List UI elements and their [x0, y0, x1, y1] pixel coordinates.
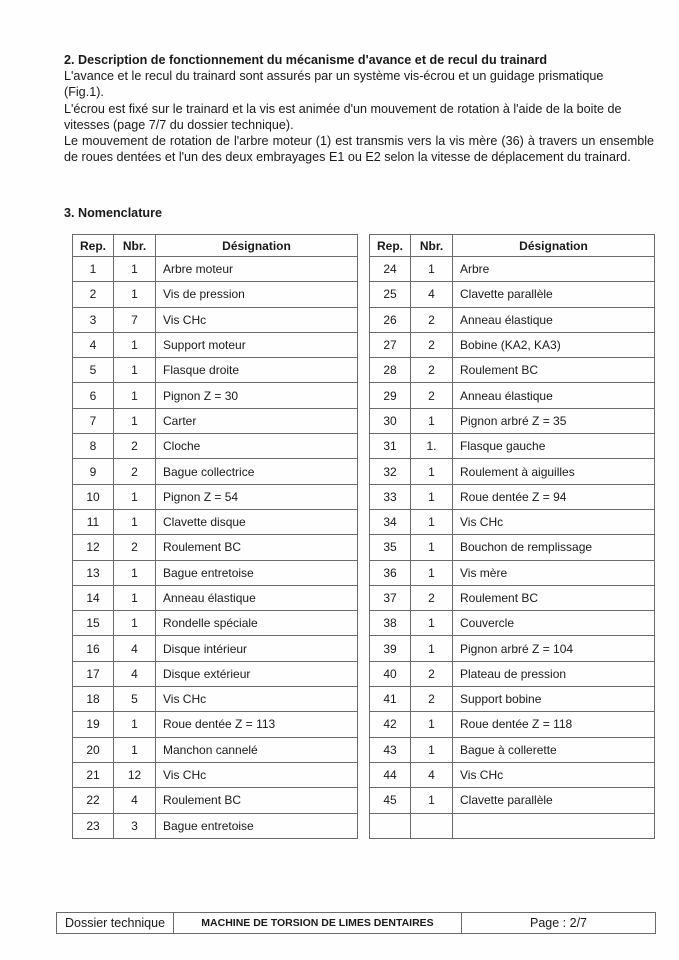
- table-row: [370, 307, 655, 332]
- cell-nbr: 1: [114, 712, 156, 737]
- table-row: [370, 585, 655, 610]
- table-row: [370, 459, 655, 484]
- table-row: [370, 560, 655, 585]
- cell-nbr: 1.: [411, 434, 453, 459]
- table-row: [73, 661, 358, 686]
- table-row: [370, 661, 655, 686]
- cell-nbr: 2: [411, 687, 453, 712]
- table-row: [370, 788, 655, 813]
- section-description: [64, 52, 654, 165]
- cell-designation: Couvercle: [453, 611, 655, 636]
- cell-designation: Roue dentée Z = 113: [156, 712, 358, 737]
- cell-nbr: 1: [114, 358, 156, 383]
- footer-machine-title: MACHINE DE TORSION DE LIMES DENTAIRES: [174, 913, 462, 933]
- paragraph-1-line-2: (Fig.1).: [64, 85, 104, 100]
- cell-rep: 1: [73, 257, 114, 282]
- cell-nbr: 7: [114, 307, 156, 332]
- table-header-row: [73, 235, 358, 257]
- cell-nbr: 1: [411, 611, 453, 636]
- cell-nbr: 2: [411, 307, 453, 332]
- cell-nbr: 1: [114, 408, 156, 433]
- cell-designation: Disque intérieur: [156, 636, 358, 661]
- table-row: [73, 282, 358, 307]
- cell-rep: 39: [370, 636, 411, 661]
- cell-designation: Bobine (KA2, KA3): [453, 332, 655, 357]
- cell-nbr: 4: [114, 788, 156, 813]
- cell-rep: 35: [370, 535, 411, 560]
- cell-nbr: 4: [411, 282, 453, 307]
- table-row: [370, 257, 655, 282]
- cell-rep: [370, 813, 411, 838]
- cell-designation: Bague entretoise: [156, 813, 358, 838]
- cell-nbr: 1: [411, 535, 453, 560]
- cell-rep: 8: [73, 434, 114, 459]
- section-3-title: 3. Nomenclature: [64, 206, 162, 220]
- cell-nbr: 4: [411, 762, 453, 787]
- cell-rep: 29: [370, 383, 411, 408]
- table-row: [73, 459, 358, 484]
- cell-nbr: 2: [411, 383, 453, 408]
- cell-designation: Vis CHc: [156, 687, 358, 712]
- cell-rep: 6: [73, 383, 114, 408]
- cell-nbr: 1: [114, 560, 156, 585]
- table-row: [370, 484, 655, 509]
- cell-rep: 38: [370, 611, 411, 636]
- cell-rep: 17: [73, 661, 114, 686]
- cell-designation: Cloche: [156, 434, 358, 459]
- cell-designation: Pignon Z = 54: [156, 484, 358, 509]
- table-row: [73, 762, 358, 787]
- table-row: [370, 509, 655, 534]
- cell-rep: 30: [370, 408, 411, 433]
- cell-designation: Pignon arbré Z = 35: [453, 408, 655, 433]
- header-designation: Désignation: [453, 235, 655, 257]
- page-footer: [56, 912, 656, 934]
- cell-rep: 42: [370, 712, 411, 737]
- cell-nbr: 1: [411, 257, 453, 282]
- cell-rep: 41: [370, 687, 411, 712]
- cell-rep: 9: [73, 459, 114, 484]
- cell-designation: Pignon Z = 30: [156, 383, 358, 408]
- cell-designation: Flasque gauche: [453, 434, 655, 459]
- cell-rep: 20: [73, 737, 114, 762]
- cell-nbr: 1: [411, 560, 453, 585]
- cell-nbr: 4: [114, 636, 156, 661]
- cell-rep: 34: [370, 509, 411, 534]
- cell-rep: 21: [73, 762, 114, 787]
- cell-nbr: 4: [114, 661, 156, 686]
- section-2-title: 2. Description de fonctionnement du mécanisme d'avance et de recul du trainard: [64, 53, 548, 67]
- table-row: [73, 535, 358, 560]
- nomenclature-table-right: [369, 234, 655, 839]
- table-row: [370, 636, 655, 661]
- cell-rep: 31: [370, 434, 411, 459]
- cell-designation: Roue dentée Z = 94: [453, 484, 655, 509]
- cell-designation: Anneau élastique: [453, 383, 655, 408]
- table-row: [370, 762, 655, 787]
- table-row: [73, 712, 358, 737]
- table-row: [73, 737, 358, 762]
- table-row: [370, 408, 655, 433]
- cell-rep: 10: [73, 484, 114, 509]
- cell-designation: Bague collectrice: [156, 459, 358, 484]
- table-row: [73, 560, 358, 585]
- cell-designation: Anneau élastique: [453, 307, 655, 332]
- table-row: [73, 788, 358, 813]
- table-header-row: [370, 235, 655, 257]
- cell-nbr: 1: [411, 712, 453, 737]
- cell-nbr: 1: [114, 585, 156, 610]
- cell-rep: 37: [370, 585, 411, 610]
- cell-nbr: 1: [114, 257, 156, 282]
- cell-rep: 40: [370, 661, 411, 686]
- cell-rep: 28: [370, 358, 411, 383]
- cell-designation: Bague entretoise: [156, 560, 358, 585]
- cell-rep: 44: [370, 762, 411, 787]
- table-row: [73, 257, 358, 282]
- cell-nbr: 1: [114, 611, 156, 636]
- cell-designation: Manchon cannelé: [156, 737, 358, 762]
- table-row: [370, 332, 655, 357]
- cell-designation: Clavette disque: [156, 509, 358, 534]
- cell-designation: Vis mère: [453, 560, 655, 585]
- table-row: [73, 509, 358, 534]
- cell-rep: 7: [73, 408, 114, 433]
- cell-nbr: 1: [411, 788, 453, 813]
- cell-rep: 45: [370, 788, 411, 813]
- cell-nbr: 1: [411, 484, 453, 509]
- cell-nbr: 12: [114, 762, 156, 787]
- cell-nbr: 2: [411, 332, 453, 357]
- table-row: [73, 585, 358, 610]
- cell-designation: [453, 813, 655, 838]
- footer-dossier: Dossier technique: [57, 913, 174, 933]
- cell-rep: 3: [73, 307, 114, 332]
- cell-nbr: 2: [411, 661, 453, 686]
- cell-rep: 18: [73, 687, 114, 712]
- cell-designation: Roulement BC: [156, 788, 358, 813]
- cell-designation: Support bobine: [453, 687, 655, 712]
- cell-designation: Vis CHc: [156, 307, 358, 332]
- cell-nbr: 1: [114, 484, 156, 509]
- paragraph-3: Le mouvement de rotation de l'arbre moteur (1) est transmis vers la vis mère (36) à travers un ensemble de roues dentées et l'un des deux embrayages E1 ou E2 selon la vitesse de déplacement du trainard.: [64, 134, 654, 165]
- cell-nbr: 5: [114, 687, 156, 712]
- cell-designation: Pignon arbré Z = 104: [453, 636, 655, 661]
- table-row: [73, 383, 358, 408]
- cell-designation: Roulement BC: [453, 585, 655, 610]
- cell-nbr: 1: [411, 737, 453, 762]
- cell-nbr: 1: [114, 509, 156, 534]
- cell-nbr: 2: [114, 535, 156, 560]
- table-row: [370, 434, 655, 459]
- cell-nbr: 2: [114, 459, 156, 484]
- table-row: [73, 358, 358, 383]
- header-designation: Désignation: [156, 235, 358, 257]
- cell-designation: Bouchon de remplissage: [453, 535, 655, 560]
- cell-rep: 32: [370, 459, 411, 484]
- table-row: [370, 687, 655, 712]
- paragraph-1-line-1: L'avance et le recul du trainard sont assurés par un système vis-écrou et un guidage prismatique: [64, 69, 604, 84]
- table-row: [370, 282, 655, 307]
- cell-rep: 11: [73, 509, 114, 534]
- cell-designation: Arbre moteur: [156, 257, 358, 282]
- cell-rep: 43: [370, 737, 411, 762]
- cell-nbr: 1: [411, 408, 453, 433]
- cell-designation: Roulement BC: [453, 358, 655, 383]
- cell-designation: Roue dentée Z = 118: [453, 712, 655, 737]
- cell-designation: Support moteur: [156, 332, 358, 357]
- cell-rep: 36: [370, 560, 411, 585]
- cell-designation: Disque extérieur: [156, 661, 358, 686]
- cell-designation: Bague à collerette: [453, 737, 655, 762]
- header-rep: Rep.: [370, 235, 411, 257]
- cell-rep: 12: [73, 535, 114, 560]
- cell-rep: 4: [73, 332, 114, 357]
- header-nbr: Nbr.: [411, 235, 453, 257]
- table-row: [73, 434, 358, 459]
- table-row: [73, 687, 358, 712]
- cell-designation: Vis CHc: [156, 762, 358, 787]
- table-row: [73, 611, 358, 636]
- cell-rep: 24: [370, 257, 411, 282]
- footer-page-number: Page : 2/7: [530, 916, 587, 930]
- cell-rep: 5: [73, 358, 114, 383]
- cell-rep: 15: [73, 611, 114, 636]
- cell-rep: 14: [73, 585, 114, 610]
- table-row: [370, 712, 655, 737]
- cell-designation: Roulement à aiguilles: [453, 459, 655, 484]
- table-row: [73, 408, 358, 433]
- nomenclature-table-left: [72, 234, 358, 839]
- table-row: [370, 737, 655, 762]
- cell-nbr: 1: [411, 509, 453, 534]
- cell-designation: Plateau de pression: [453, 661, 655, 686]
- cell-nbr: [411, 813, 453, 838]
- header-rep: Rep.: [73, 235, 114, 257]
- cell-designation: Vis CHc: [453, 509, 655, 534]
- table-row: [370, 383, 655, 408]
- cell-rep: 2: [73, 282, 114, 307]
- cell-designation: Arbre: [453, 257, 655, 282]
- cell-designation: Carter: [156, 408, 358, 433]
- table-row: [73, 636, 358, 661]
- cell-nbr: 1: [114, 332, 156, 357]
- cell-nbr: 2: [114, 434, 156, 459]
- cell-nbr: 1: [114, 282, 156, 307]
- table-row: [370, 813, 655, 838]
- table-row: [73, 332, 358, 357]
- cell-rep: 22: [73, 788, 114, 813]
- cell-nbr: 3: [114, 813, 156, 838]
- cell-designation: Vis CHc: [453, 762, 655, 787]
- paragraph-2: L'écrou est fixé sur le trainard et la vis est animée d'un mouvement de rotation à l'aide de la boite de vitesses (page 7/7 du dossier technique).: [64, 101, 622, 132]
- cell-nbr: 1: [411, 459, 453, 484]
- cell-nbr: 2: [411, 585, 453, 610]
- cell-rep: 26: [370, 307, 411, 332]
- cell-designation: Flasque droite: [156, 358, 358, 383]
- table-row: [73, 307, 358, 332]
- cell-nbr: 2: [411, 358, 453, 383]
- cell-designation: Anneau élastique: [156, 585, 358, 610]
- cell-rep: 23: [73, 813, 114, 838]
- cell-designation: Rondelle spéciale: [156, 611, 358, 636]
- cell-rep: 25: [370, 282, 411, 307]
- cell-designation: Clavette parallèle: [453, 282, 655, 307]
- cell-rep: 19: [73, 712, 114, 737]
- cell-rep: 27: [370, 332, 411, 357]
- table-row: [370, 535, 655, 560]
- cell-nbr: 1: [114, 737, 156, 762]
- cell-rep: 33: [370, 484, 411, 509]
- table-row: [370, 358, 655, 383]
- header-nbr: Nbr.: [114, 235, 156, 257]
- cell-rep: 16: [73, 636, 114, 661]
- table-row: [73, 813, 358, 838]
- cell-rep: 13: [73, 560, 114, 585]
- table-row: [73, 484, 358, 509]
- cell-nbr: 1: [114, 383, 156, 408]
- cell-nbr: 1: [411, 636, 453, 661]
- cell-designation: Clavette parallèle: [453, 788, 655, 813]
- cell-designation: Vis de pression: [156, 282, 358, 307]
- table-row: [370, 611, 655, 636]
- cell-designation: Roulement BC: [156, 535, 358, 560]
